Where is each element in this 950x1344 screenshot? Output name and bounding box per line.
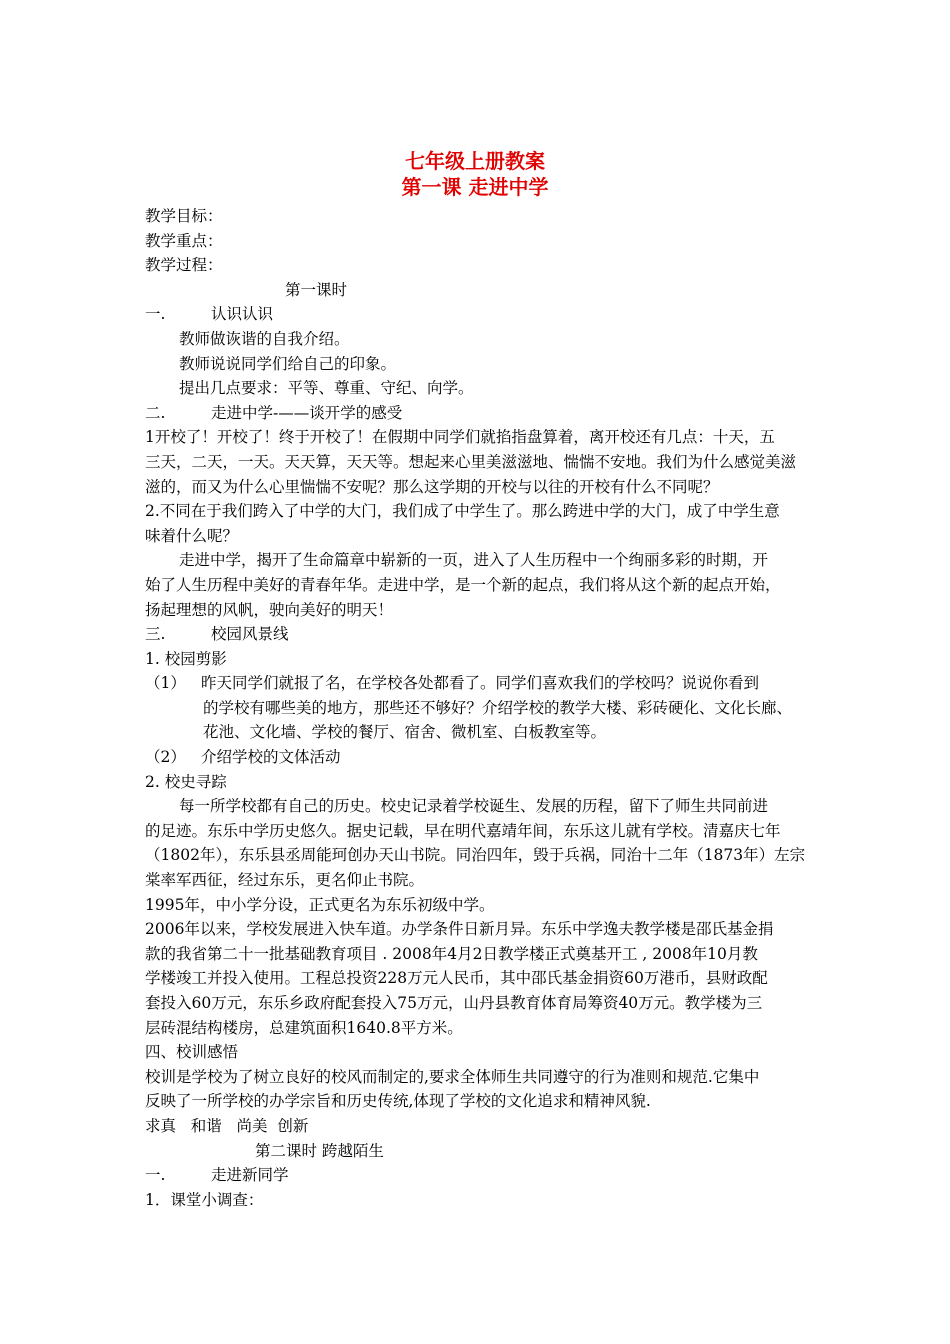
section-heading: 四、校训感悟: [145, 1043, 239, 1062]
paragraph-line: 反映了一所学校的办学宗旨和历史传统,体现了学校的文化追求和精神风貌.: [145, 1092, 651, 1111]
paragraph-line: 2.不同在于我们跨入了中学的大门，我们成了中学生了。那么跨进中学的大门，成了中学生意: [145, 502, 780, 521]
paragraph: 提出几点要求：平等、尊重、守纪、向学。: [179, 379, 474, 398]
paragraph-line: 1995年，中小学分设，正式更名为东乐初级中学。: [145, 895, 495, 914]
paragraph-line: 滋的，而又为什么心里惴惴不安呢？那么这学期的开校与以往的开校有什么不同呢？: [145, 477, 719, 496]
section-heading: 三. 校园风景线: [145, 625, 289, 644]
paragraph-line: 扬起理想的风帆，驶向美好的明天！: [145, 600, 394, 619]
school-motto: 求真 和谐 尚美 创新: [145, 1116, 309, 1135]
paragraph-line: （1802年），东乐县丞周能珂创办天山书院。同治四年，毁于兵祸，同治十二年（1873年）左宗: [145, 846, 806, 865]
paragraph-line: 三天，二天，一天。天天算，天天等。想起来心里美滋滋地、惴惴不安地。我们为什么感觉美滋: [145, 452, 797, 471]
paragraph-line: 套投入60万元，东乐乡政府配套投入75万元，山丹县教育体育局筹资40万元。教学楼为三: [145, 994, 763, 1012]
teaching-focus: 教学重点：: [145, 231, 223, 250]
doc-title: 七年级上册教案: [405, 149, 545, 173]
paragraph-line: 校训是学校为了树立良好的校风而制定的,要求全体师生共同遵守的行为准则和规范.它集中: [145, 1067, 760, 1086]
list-item: （2） 介绍学校的文体活动: [145, 748, 341, 767]
paragraph-line: 棠率军西征，经过东乐，更名仰止书院。: [145, 871, 425, 890]
section-heading: 一. 认识认识: [145, 305, 274, 324]
paragraph-line: 每一所学校都有自己的历史。校史记录着学校诞生、发展的历程，留下了师生共同前进: [179, 797, 769, 816]
teaching-process: 教学过程：: [145, 256, 223, 275]
paragraph: 教师做诙谐的自我介绍。: [179, 329, 350, 348]
paragraph-line: 始了人生历程中美好的青春年华。走进中学，是一个新的起点，我们将从这个新的起点开始，: [145, 575, 781, 594]
list-item-line: 花池、文化墙、学校的餐厅、宿舍、微机室、白板教室等。: [203, 723, 607, 742]
paragraph-line: 1开校了！开校了！终于开校了！在假期中同学们就掐指盘算着，离开校还有几点：十天，五: [145, 428, 775, 447]
paragraph-line: 走进中学，揭开了生命篇章中崭新的一页，进入了人生历程中一个绚丽多彩的时期，开: [179, 551, 769, 570]
paragraph-line: 层砖混结构楼房，总建筑面积1640.8平方米。: [145, 1018, 463, 1037]
section-heading: 二. 走进中学-——谈开学的感受: [145, 403, 403, 422]
section-heading: 一. 走进新同学: [145, 1166, 289, 1185]
lesson-heading: 第一课时: [285, 280, 348, 299]
doc-subtitle: 第一课 走进中学: [401, 175, 549, 199]
paragraph-line: 款的我省第二十一批基础教育项目 . 2008年4月2日教学楼正式奠基开工 , 2008年10月教: [145, 944, 758, 963]
teaching-goal: 教学目标：: [145, 207, 223, 225]
paragraph-line: 的足迹。东乐中学历史悠久。据史记载，早在明代嘉靖年间，东乐这儿就有学校。清嘉庆七年: [145, 821, 781, 840]
list-item: （1） 昨天同学们就报了名，在学校各处都看了。同学们喜欢我们的学校吗？说说你看到: [145, 674, 760, 693]
paragraph: 教师说说同学们给自己的印象。: [179, 354, 397, 373]
list-item-line: 的学校有哪些美的地方，那些还不够好？介绍学校的教学大楼、彩砖硬化、文化长廊、: [203, 698, 793, 717]
lesson-heading: 第二课时 跨越陌生: [255, 1141, 384, 1160]
subsection-heading: 1. 校园剪影: [145, 649, 227, 668]
paragraph-line: 2006年以来，学校发展进入快车道。办学条件日新月异。东乐中学逸夫教学楼是邵氏基金捐: [145, 920, 774, 939]
paragraph-line: 学楼竣工并投入使用。工程总投资228万元人民币，其中邵氏基金捐资60万港币，县财政配: [145, 969, 768, 988]
subsection-heading: 2. 校史寻踪: [145, 772, 227, 791]
document-page: [145, 148, 815, 1212]
paragraph-line: 味着什么呢？: [145, 526, 239, 545]
subsection-heading: 1．课堂小调查：: [145, 1190, 264, 1209]
